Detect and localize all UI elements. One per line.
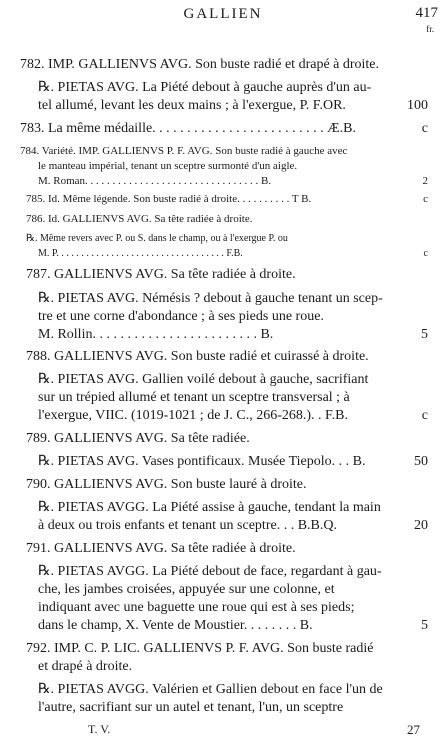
text-line: le manteau impérial, tenant un sceptre surmonté d'un aigle. — [38, 160, 298, 172]
text-line: à deux ou trois enfants et tenant un sceptre. . . B.B.Q. 20 — [38, 518, 428, 533]
text-line: dans le champ, X. Vente de Moustier. . . . . . . . B. 5 — [38, 618, 428, 633]
text-line: ℞. PIETAS AVG. La Piété debout à gauche auprès d'un au- — [38, 80, 372, 95]
text-line: M. Rollin. . . . . . . . . . . . . . . . . . . . . . . . B. 5 — [38, 327, 428, 342]
signature-mark: T. V. — [88, 722, 111, 736]
text-line: ℞. PIETAS AVGG. La Piété debout de face, regardant à gau- — [38, 564, 382, 579]
footer-page-number: 27 — [407, 722, 420, 737]
running-title: GALLIEN — [183, 6, 263, 22]
text-line: M. Roman. . . . . . . . . . . . . . . . . . . . . . . . . . . . . . . . B. 2 — [38, 175, 428, 187]
text-line: ℞. PIETAS AVGG. Valérien et Gallien debout en face l'un de — [38, 682, 383, 697]
text-line: ℞. PIETAS AVG. Vases pontificaux. Musée Tiepolo. . . B. 50 — [38, 454, 428, 469]
text-line: l'exergue, VIIC. (1019-1021 ; de J. C., 266-268.). . F.B. c — [38, 408, 428, 423]
text-line: 788. GALLIENVS AVG. Son buste radié et cuirassé à droite. — [26, 349, 369, 364]
page-number-suffix: fr. — [426, 24, 434, 34]
text-line: 790. GALLIENVS AVG. Son buste lauré à droite. — [26, 477, 307, 492]
text-line: 783. La même médaille. . . . . . . . . . . . . . . . . . . . . . . . . Æ.B. c — [20, 121, 428, 136]
text-line: tel allumé, levant les deux mains ; à l'exergue, P. F.OR. 100 — [38, 98, 428, 113]
page-footer — [0, 722, 446, 740]
text-line: ℞. Même revers avec P. ou S. dans le champ, ou à l'exergue P. ou — [26, 233, 288, 244]
page-number: 417 — [415, 5, 438, 21]
text-line: l'autre, sacrifiant sur un autel et tenant, l'un, un sceptre — [38, 700, 344, 715]
text-line: sur un trépied allumé et tenant un sceptre transversal ; à — [38, 390, 350, 405]
text-line: 791. GALLIENVS AVG. Sa tête radiée à droite. — [26, 541, 296, 556]
text-line: 787. GALLIENVS AVG. Sa tête radiée à droite. — [26, 267, 296, 282]
text-line: 785. Id. Même légende. Son buste radié à droite. . . . . . . . . . T B. c — [26, 193, 428, 205]
text-line: ℞. PIETAS AVG. Némésis ? debout à gauche tenant un scep- — [38, 291, 383, 306]
text-line: 784. Variété. IMP. GALLIENVS P. F. AVG. Son buste radié à gauche avec — [20, 145, 348, 157]
text-line: 792. IMP. C. P. LIC. GALLIENVS P. F. AVG. Son buste radié — [26, 641, 374, 656]
text-line: indiquant avec une baguette une roue qui est à ses pieds; — [38, 600, 355, 615]
text-line: 782. IMP. GALLIENVS AVG. Son buste radié et drapé à droite. — [20, 57, 380, 72]
text-line: che, les jambes croisées, appuyée sur une colonne, et — [38, 582, 335, 597]
text-line: M. P. . . . . . . . . . . . . . . . . . . . . . . . . . . . . . . . . . F.B. c — [38, 248, 428, 259]
text-line: ℞. PIETAS AVGG. La Piété assise à gauche, tendant la main — [38, 500, 381, 515]
text-line: et drapé à droite. — [38, 659, 133, 674]
text-line: 786. Id. GALLIENVS AVG. Sa tête radiée à droite. — [26, 213, 253, 225]
text-line: ℞. PIETAS AVG. Gallien voilé debout à gauche, sacrifiant — [38, 372, 369, 387]
text-line: 789. GALLIENVS AVG. Sa tête radiée. — [26, 431, 250, 446]
text-line: tre et une corne d'abondance ; à ses pieds une roue. — [38, 309, 324, 324]
